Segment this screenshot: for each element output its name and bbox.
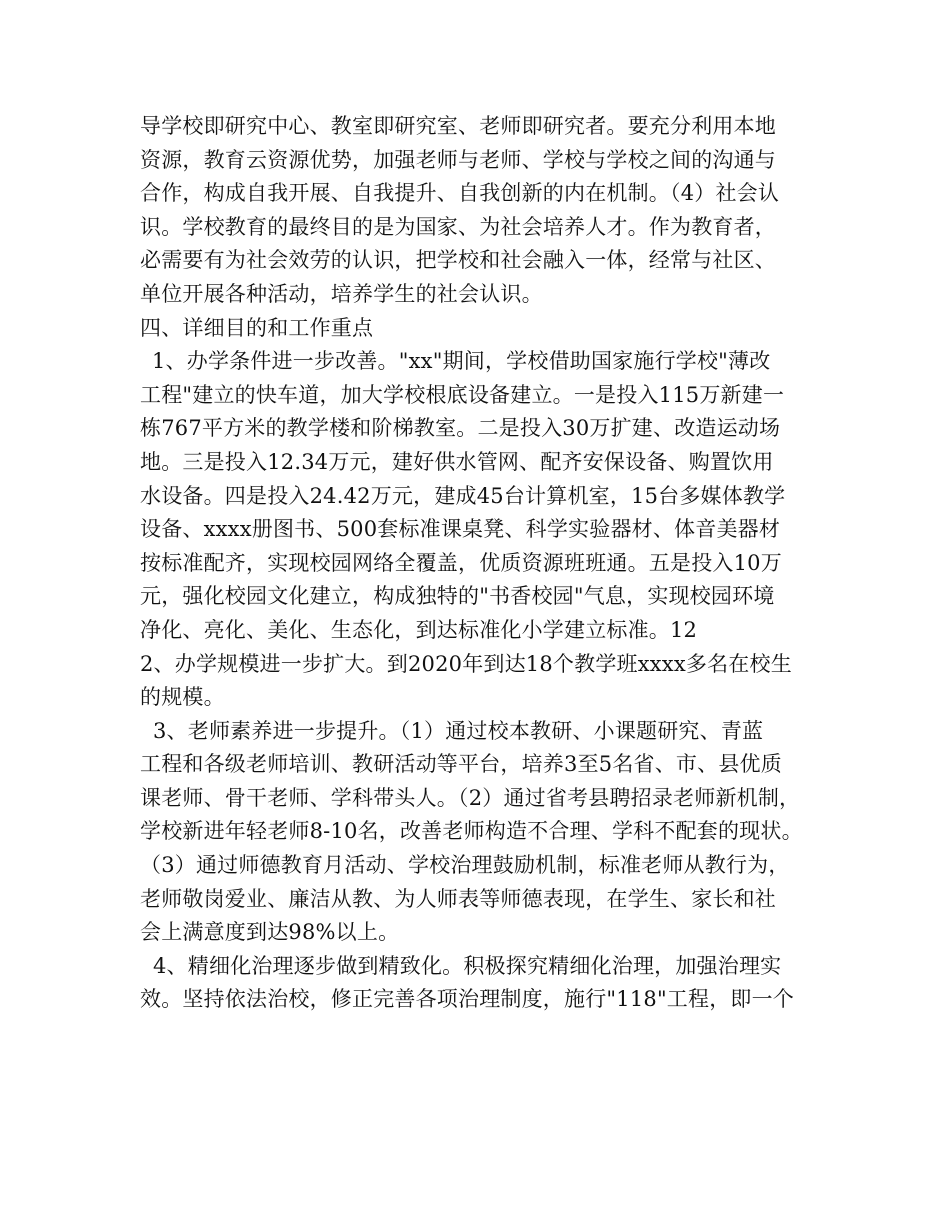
text-line: 水设备。四是投入24.42万元，建成45台计算机室，15台多媒体教学 <box>140 483 786 508</box>
text-line: 栋767平方米的教学楼和阶梯教室。二是投入30万扩建、改造运动场 <box>140 416 781 441</box>
text-line: 4、精细化治理逐步做到精致化。积极探究精细化治理，加强治理实 <box>153 953 782 978</box>
text-line: 2、办学规模进一步扩大。到2020年到达18个教学班xxxx多名在校生 <box>140 651 792 676</box>
text-line: 净化、亮化、美化、生态化，到达标准化小学建立标准。12 <box>140 617 698 642</box>
section-heading: 四、详细目的和工作重点 <box>140 315 374 340</box>
text-line: 的规模。 <box>140 685 225 710</box>
text-line: 识。学校教育的最终目的是为国家、为社会培养人才。作为教育者， <box>140 214 776 239</box>
text-line: 合作，构成自我开展、自我提升、自我创新的内在机制。（4）社会认 <box>140 181 780 206</box>
text-line: 按标准配齐，实现校园网络全覆盖，优质资源班班通。五是投入10万 <box>140 550 782 575</box>
text-line: 必需要有为社会效劳的认识，把学校和社会融入一体，经常与社区、 <box>140 248 776 273</box>
text-line: 资源，教育云资源优势，加强老师与老师、学校与学校之间的沟通与 <box>140 147 776 172</box>
text-line: 单位开展各种活动，培养学生的社会认识。 <box>140 281 543 306</box>
document-body <box>140 110 820 1017</box>
text-line: 老师敬岗爱业、廉洁从教、为人师表等师德表现，在学生、家长和社 <box>140 886 776 911</box>
text-line: 地。三是投入12.34万元，建好供水管网、配齐安保设备、购置饮用 <box>140 449 774 474</box>
text-line: 会上满意度到达98%以上。 <box>140 920 400 945</box>
text-line: 课老师、骨干老师、学科带头人。（2）通过省考县聘招录老师新机制， <box>140 785 801 810</box>
text-line: 效。坚持依法治校，修正完善各项治理制度，施行"118"工程，即一个 <box>140 987 794 1012</box>
text-line: 学校新进年轻老师8-10名，改善老师构造不合理、学科不配套的现状。 <box>140 819 803 844</box>
text-line: 元，强化校园文化建立，构成独特的"书香校园"气息，实现校园环境 <box>140 584 775 609</box>
text-line: （3）通过师德教育月活动、学校治理鼓励机制，标准老师从教行为， <box>140 853 790 878</box>
text-line: 设备、xxxx册图书、500套标准课桌凳、科学实验器材、体音美器材 <box>140 517 781 542</box>
text-line: 工程"建立的快车道，加大学校根底设备建立。一是投入115万新建一 <box>140 382 785 407</box>
text-line: 工程和各级老师培训、教研活动等平台，培养3至5名省、市、县优质 <box>140 752 782 777</box>
text-line: 导学校即研究中心、教室即研究室、老师即研究者。要充分利用本地 <box>140 114 776 138</box>
text-line: 3、老师素养进一步提升。（1）通过校本教研、小课题研究、青蓝 <box>153 718 764 743</box>
text-line: 1、办学条件进一步改善。"xx"期间，学校借助国家施行学校"薄改 <box>152 349 771 374</box>
